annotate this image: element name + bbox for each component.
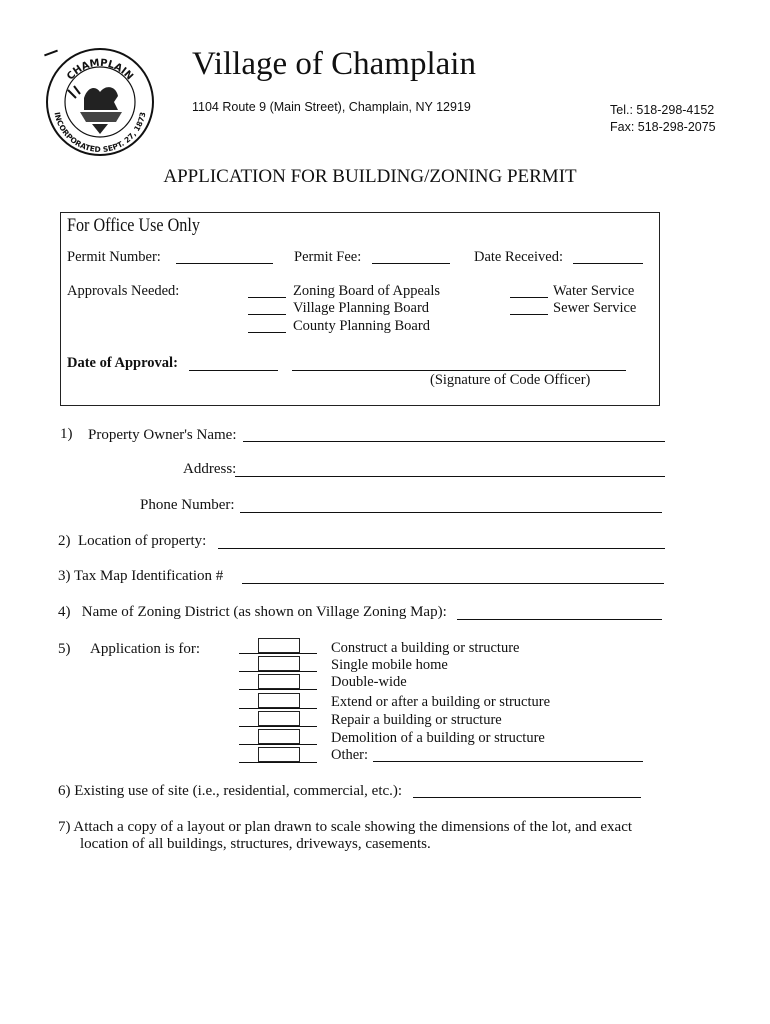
property-location-field[interactable] bbox=[218, 548, 665, 549]
option-checkbox-repair[interactable] bbox=[258, 711, 300, 726]
option-line-construct bbox=[239, 653, 317, 654]
service-water: Water Service bbox=[553, 283, 635, 299]
zoning-district-field[interactable] bbox=[457, 619, 662, 620]
form-title: APPLICATION FOR BUILDING/ZONING PERMIT bbox=[163, 166, 577, 187]
option-checkbox-construct[interactable] bbox=[258, 638, 300, 653]
owner-address-field[interactable] bbox=[235, 476, 665, 477]
village-title: Village of Champlain bbox=[192, 46, 476, 82]
existing-use-field[interactable] bbox=[413, 797, 641, 798]
office-use-heading: For Office Use Only bbox=[67, 215, 200, 236]
tax-map-id-field[interactable] bbox=[242, 583, 664, 584]
option-checkbox-demolition[interactable] bbox=[258, 729, 300, 744]
q3-label: 3) Tax Map Identification # bbox=[58, 568, 224, 584]
permit-number-field[interactable] bbox=[176, 263, 273, 264]
option-construct: Construct a building or structure bbox=[331, 640, 520, 656]
permit-number-label: Permit Number: bbox=[67, 249, 161, 265]
q1-address-label: Address: bbox=[183, 461, 237, 477]
svg-text:INCORPORATED SEPT. 27, 1873: INCORPORATED SEPT. 27, 1873 bbox=[52, 111, 148, 155]
option-repair: Repair a building or structure bbox=[331, 712, 502, 728]
option-line-other bbox=[239, 762, 317, 763]
date-of-approval-field[interactable] bbox=[189, 370, 278, 371]
approval-check-zba[interactable] bbox=[248, 297, 286, 298]
option-line-extend bbox=[239, 708, 317, 709]
option-line-double-wide bbox=[239, 689, 317, 690]
option-double-wide: Double-wide bbox=[331, 674, 407, 690]
service-check-water[interactable] bbox=[510, 297, 548, 298]
svg-text:CHAMPLAIN: CHAMPLAIN bbox=[65, 57, 135, 83]
option-checkbox-double-wide[interactable] bbox=[258, 674, 300, 689]
date-of-approval-label: Date of Approval: bbox=[67, 355, 178, 371]
option-other: Other: bbox=[331, 747, 369, 763]
owner-name-field[interactable] bbox=[243, 441, 665, 442]
q6-label: 6) Existing use of site (i.e., residential, commercial, etc.): bbox=[58, 783, 403, 799]
option-demolition: Demolition of a building or structure bbox=[331, 730, 545, 746]
q7-line-2: location of all buildings, structures, driveways, casements. bbox=[80, 836, 431, 852]
option-line-repair bbox=[239, 726, 317, 727]
option-line-demolition bbox=[239, 744, 317, 745]
option-checkbox-extend[interactable] bbox=[258, 693, 300, 708]
approval-vpb: Village Planning Board bbox=[293, 300, 430, 316]
approval-check-vpb[interactable] bbox=[248, 314, 286, 315]
option-single-mobile: Single mobile home bbox=[331, 657, 448, 673]
village-seal-logo bbox=[44, 46, 156, 158]
service-check-sewer[interactable] bbox=[510, 314, 548, 315]
signature-caption: (Signature of Code Officer) bbox=[430, 372, 591, 388]
date-received-label: Date Received: bbox=[474, 249, 563, 265]
office-use-box bbox=[60, 212, 660, 406]
contact-info bbox=[610, 102, 716, 136]
option-checkbox-other[interactable] bbox=[258, 747, 300, 762]
telephone: Tel.: 518-298-4152 bbox=[610, 103, 715, 117]
service-sewer: Sewer Service bbox=[553, 300, 637, 316]
approval-zba: Zoning Board of Appeals bbox=[293, 283, 440, 299]
q1-phone-label: Phone Number: bbox=[140, 497, 235, 513]
permit-fee-field[interactable] bbox=[372, 263, 450, 264]
q1-number: 1) bbox=[60, 426, 73, 442]
approvals-needed-label: Approvals Needed: bbox=[67, 283, 180, 299]
village-address: 1104 Route 9 (Main Street), Champlain, NY 12919 bbox=[192, 100, 471, 114]
date-received-field[interactable] bbox=[573, 263, 643, 264]
q2-label: 2) Location of property: bbox=[58, 533, 207, 549]
q1-owner-label: Property Owner's Name: bbox=[88, 427, 237, 443]
q5-label: Application is for: bbox=[90, 641, 200, 657]
q7-line-1: 7) Attach a copy of a layout or plan drawn to scale showing the dimensions of the lot, and exact bbox=[58, 819, 633, 835]
option-extend: Extend or after a building or structure bbox=[331, 694, 551, 710]
option-line-single-mobile bbox=[239, 671, 317, 672]
fax: Fax: 518-298-2075 bbox=[610, 120, 716, 134]
option-checkbox-single-mobile[interactable] bbox=[258, 656, 300, 671]
approval-check-cpb[interactable] bbox=[248, 332, 286, 333]
q4-label: 4) Name of Zoning District (as shown on Village Zoning Map): bbox=[58, 604, 447, 620]
other-description-field[interactable] bbox=[373, 761, 643, 762]
approval-cpb: County Planning Board bbox=[293, 318, 430, 334]
owner-phone-field[interactable] bbox=[240, 512, 662, 513]
permit-fee-label: Permit Fee: bbox=[294, 249, 362, 265]
q5-number: 5) bbox=[58, 641, 71, 657]
signature-field[interactable] bbox=[292, 370, 626, 371]
